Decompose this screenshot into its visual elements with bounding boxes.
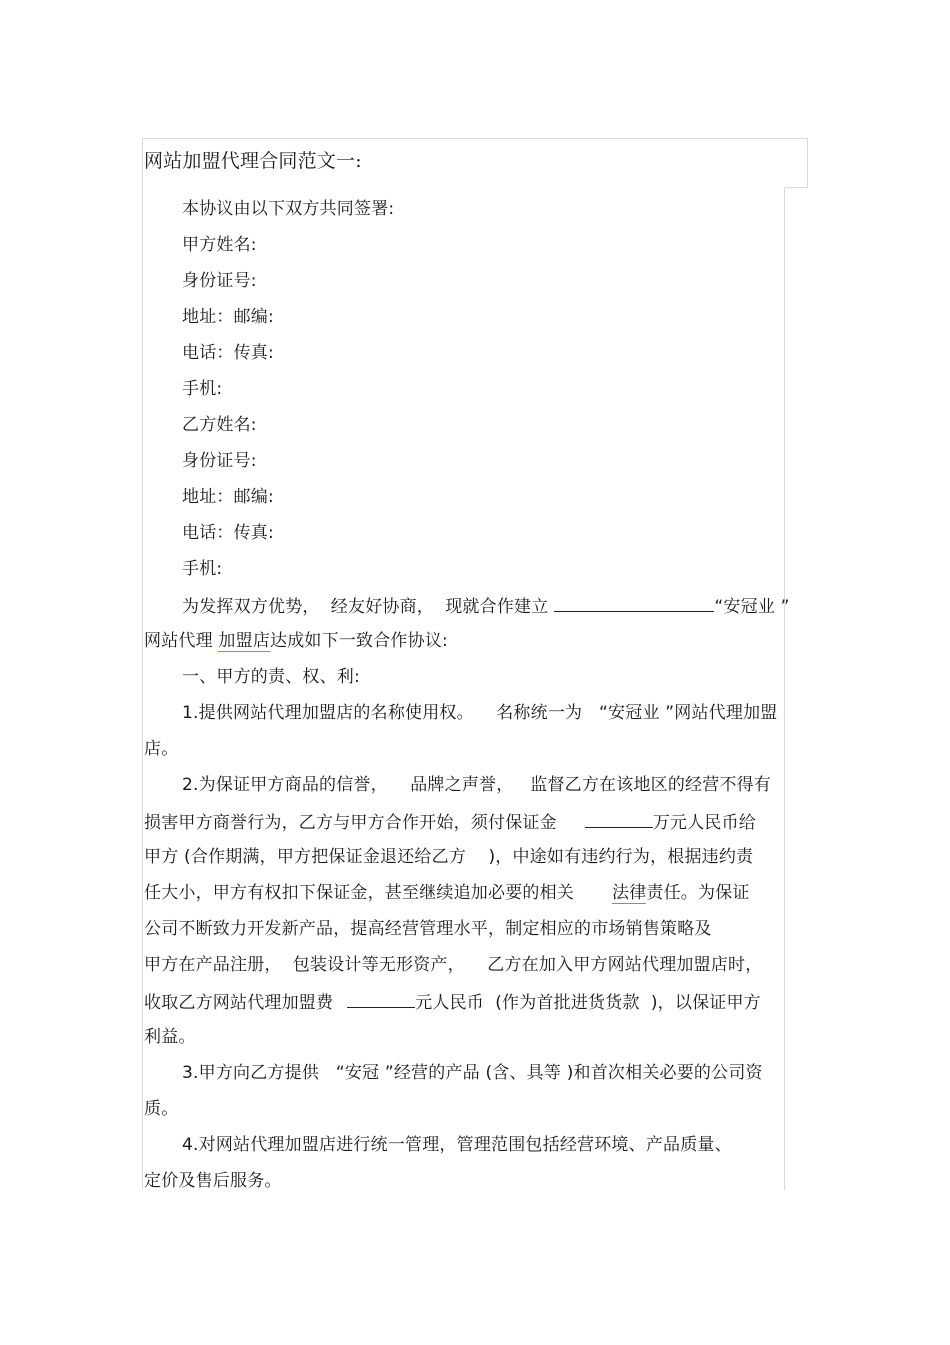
- clause-2-text-b: 万元人民币给: [652, 813, 757, 833]
- party-b-name-label: 乙方姓名:: [182, 415, 257, 435]
- clause-2-line-2: [144, 809, 756, 835]
- party-a-name-label: 甲方姓名:: [182, 235, 257, 255]
- party-b-phone-label: 电话：传真:: [182, 523, 274, 543]
- law-link[interactable]: 法律: [612, 883, 647, 903]
- party-a-mobile-label: 手机:: [182, 379, 223, 399]
- section-heading-party-a: 一、甲方的责、权、利:: [182, 667, 360, 687]
- clause-2-line-1: 2.为保证甲方商品的信誉， 品牌之声誉， 监督乙方在该地区的经营不得有: [182, 775, 772, 795]
- franchise-fee-blank[interactable]: [347, 989, 415, 1008]
- clause-2-text-f: 元人民币 (作为首批进货货款 )，以保证甲方: [415, 993, 761, 1013]
- party-a-id-label: 身份证号:: [182, 271, 257, 291]
- deposit-amount-blank[interactable]: [585, 809, 653, 828]
- page-frame-right: [784, 188, 785, 1190]
- party-a-address-label: 地址：邮编:: [182, 307, 274, 327]
- clause-3-line-2: 质。: [144, 1099, 179, 1119]
- clause-2-text-d: 责任。为保证: [646, 883, 750, 903]
- party-b-id-label: 身份证号:: [182, 451, 257, 471]
- page-frame-left: [142, 188, 143, 1190]
- clause-1-line-2: 店。: [144, 739, 179, 759]
- clause-4-line-2: 定价及售后服务。: [144, 1171, 282, 1191]
- clause-3-line-1: 3.甲方向乙方提供 “安冠 ”经营的产品 (含、具等 )和首次相关必要的公司资: [182, 1063, 763, 1083]
- page-frame-notch: [785, 187, 808, 188]
- clause-2-line-7: [144, 989, 761, 1015]
- purpose-text: 为发挥双方优势， 经友好协商， 现就合作建立: [182, 597, 549, 617]
- purpose-line-1: [182, 593, 790, 619]
- clause-2-line-3: 甲方 (合作期满，甲方把保证金退还给乙方 )，中途如有违约行为，根据违约责: [144, 847, 754, 867]
- clause-2-line-4: [144, 881, 750, 905]
- party-a-phone-label: 电话：传真:: [182, 343, 274, 363]
- party-b-mobile-label: 手机:: [182, 559, 223, 579]
- party-b-address-label: 地址：邮编:: [182, 487, 274, 507]
- purpose-text-3: 达成如下一致合作协议:: [270, 631, 448, 651]
- clause-1-line-1: 1.提供网站代理加盟店的名称使用权。 名称统一为 “安冠业 ”网站代理加盟: [182, 703, 778, 723]
- clause-2-line-8: 利益。: [144, 1027, 196, 1047]
- clause-4-line-1: 4.对网站代理加盟店进行统一管理，管理范围包括经营环境、产品质量、: [182, 1135, 732, 1155]
- purpose-text-2: 网站代理: [144, 631, 213, 651]
- clause-2-line-5: 公司不断致力开发新产品，提高经营管理水平，制定相应的市场销售策略及: [144, 919, 712, 939]
- clause-2-text-e: 收取乙方网站代理加盟费: [144, 993, 334, 1013]
- franchise-store-link[interactable]: 加盟店: [218, 631, 271, 651]
- clause-2-text: 损害甲方商誉行为，乙方与甲方合作开始，须付保证金: [144, 813, 557, 833]
- intro-line: 本协议由以下双方共同签署:: [182, 199, 395, 219]
- clause-2-text-c: 任大小，甲方有权扣下保证金，甚至继续追加必要的相关: [144, 883, 574, 903]
- brand-name: “安冠业 ”: [714, 597, 790, 617]
- store-name-blank[interactable]: [554, 593, 714, 612]
- clause-2-line-6: 甲方在产品注册， 包装设计等无形资产， 乙方在加入甲方网站代理加盟店时，: [144, 955, 763, 975]
- purpose-line-2: [144, 629, 448, 653]
- document-title: 网站加盟代理合同范文一:: [144, 150, 362, 172]
